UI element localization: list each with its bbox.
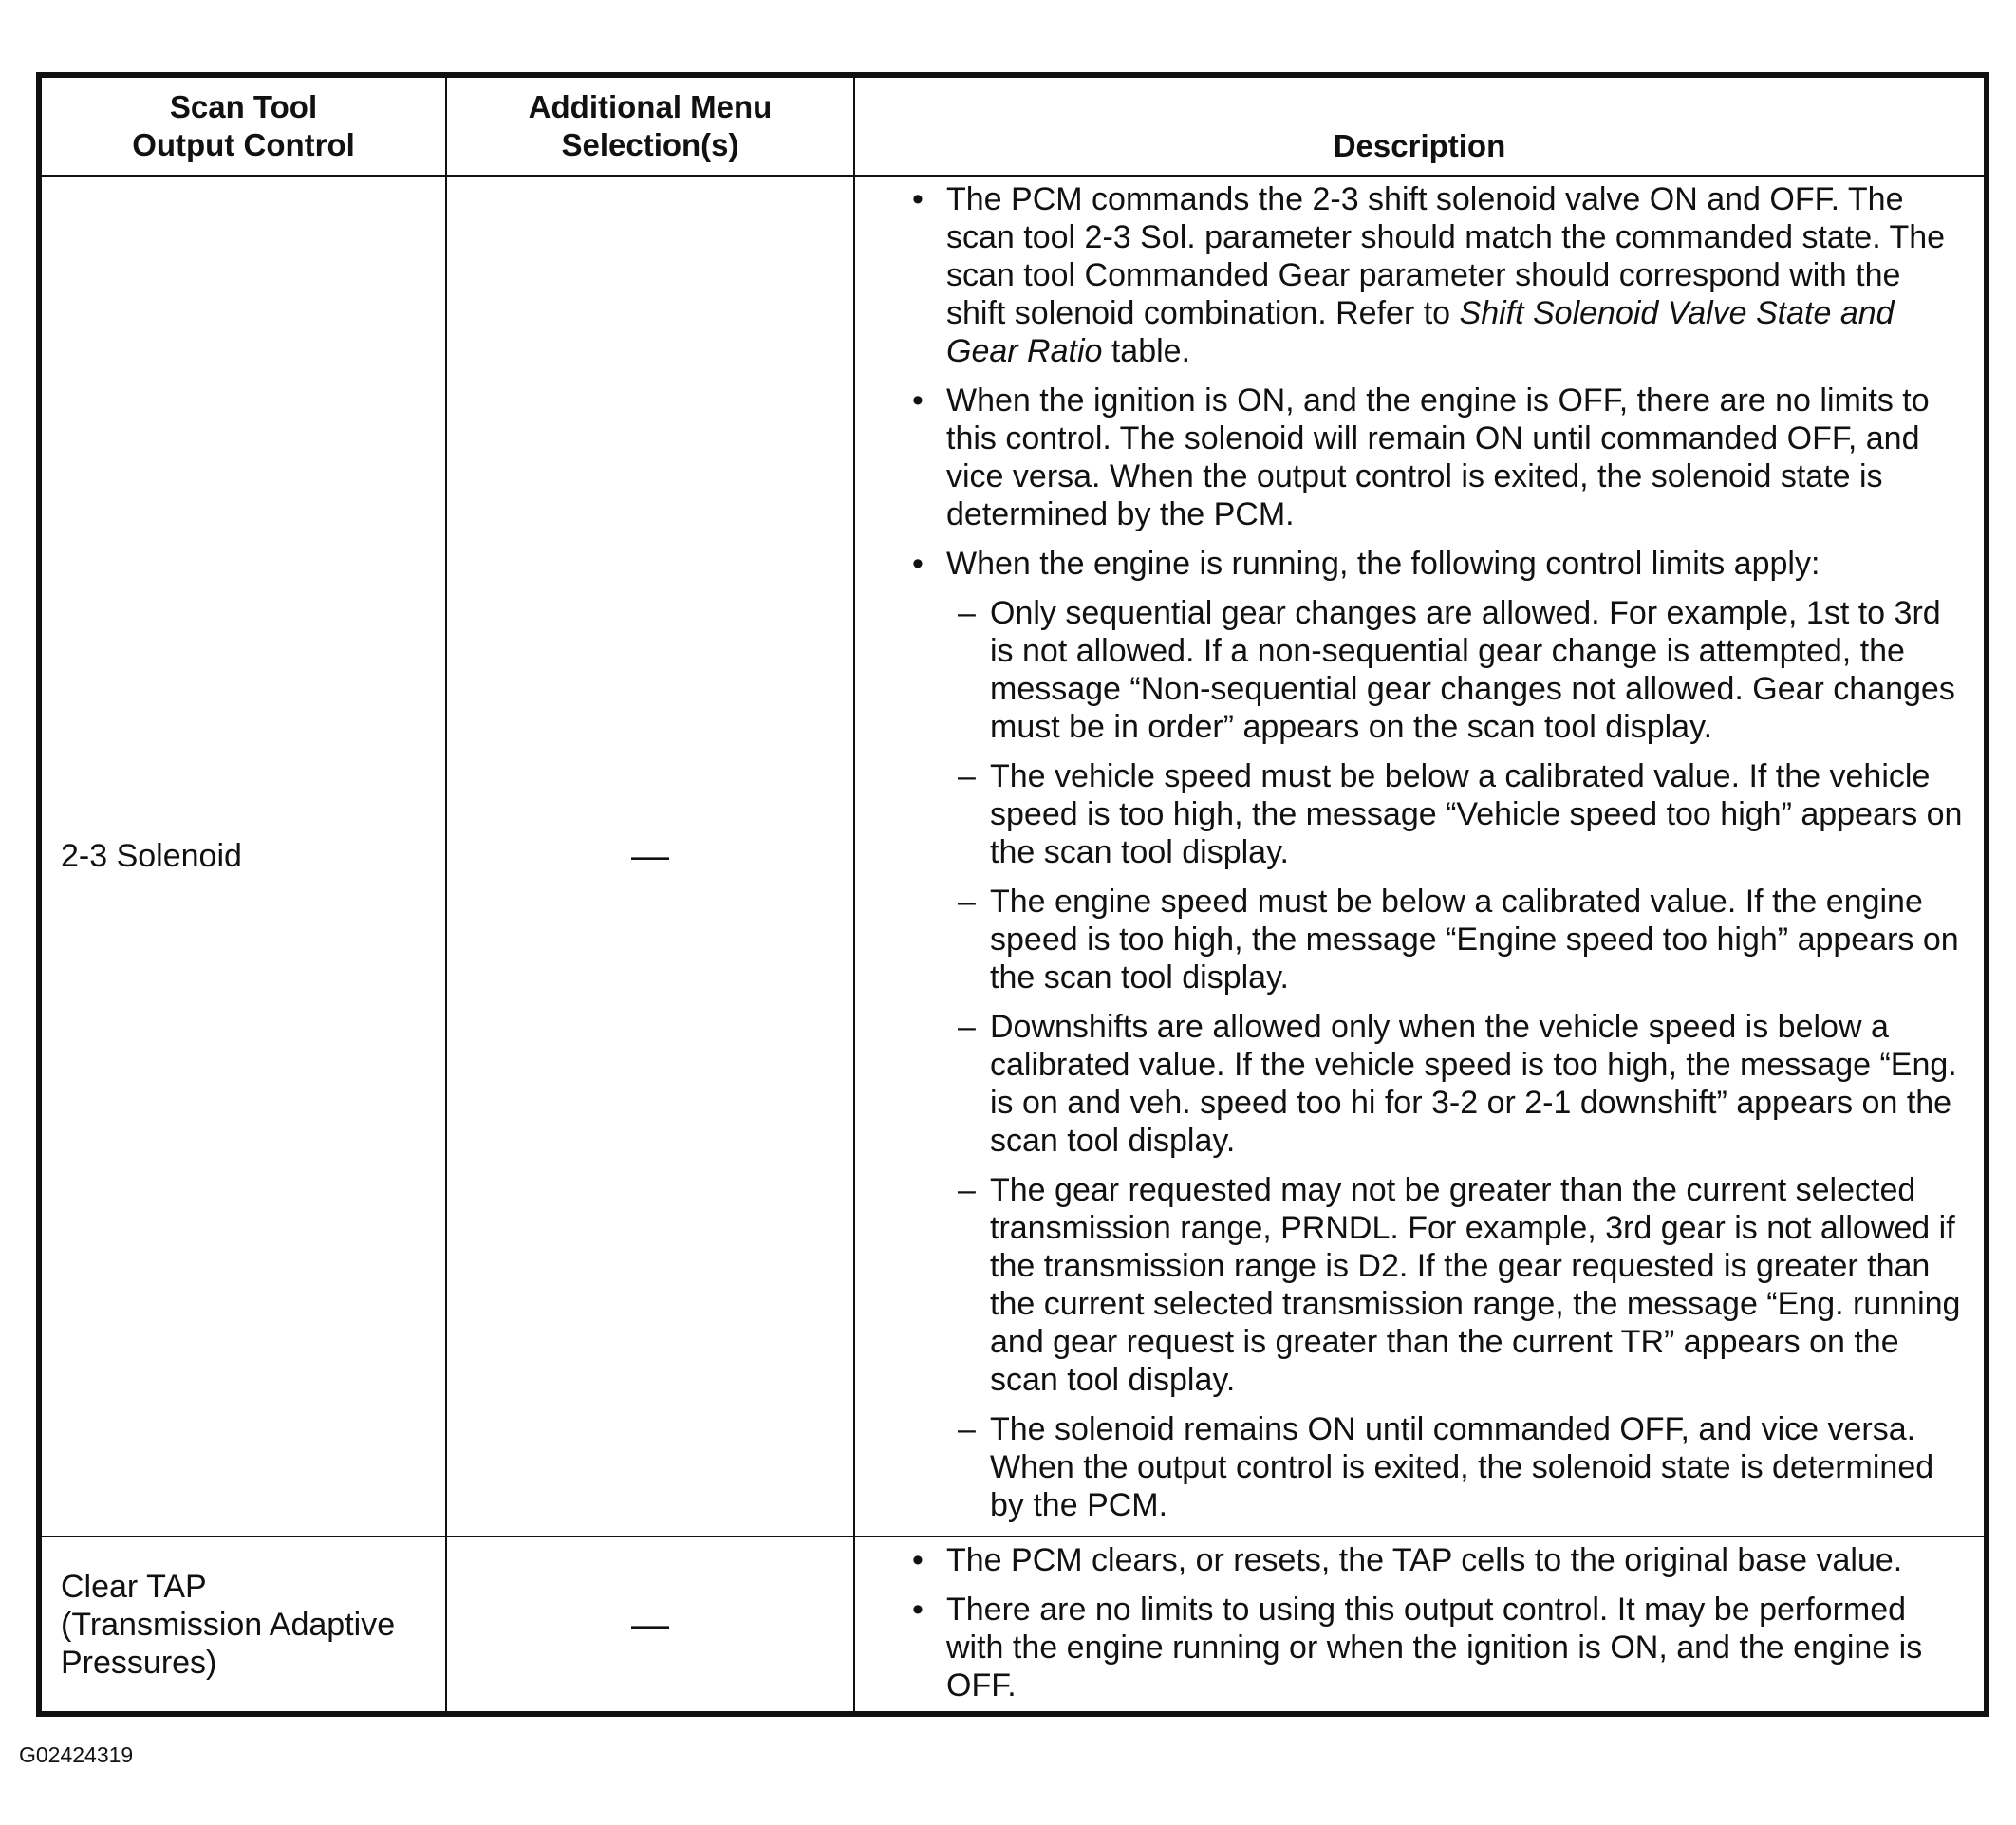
table-row: [41, 1536, 1985, 1712]
cell-description: [854, 1536, 1985, 1712]
bullet-text-tail: table.: [1102, 333, 1191, 369]
menu-selection-text: —: [631, 835, 669, 877]
header-additional-menu-selections: [446, 77, 854, 176]
description-bullet: [906, 1541, 1969, 1579]
cell-menu-selection: [446, 176, 854, 1536]
control-limit-item: – Only sequential gear changes are allowed. For example, 1st to 3rd is not allowed. If a non-sequential gear change is attempted, the message “Non-sequential gear changes not allowed. Gear changes must be in order” appears on the scan tool display.: [946, 594, 1969, 746]
header-description: [854, 77, 1985, 176]
cell-control-name: [41, 176, 446, 1536]
output-control-table: [40, 76, 1986, 1713]
description-bullet: [906, 180, 1969, 370]
figure-id: G02424319: [19, 1742, 134, 1767]
description-bullet-list: [906, 180, 1969, 1524]
bullet-text: The PCM commands the 2-3 shift solenoid valve ON and OFF. The scan tool 2-3 Sol. parameter should match the commanded state. The scan tool Commanded Gear parameter should correspond with the shift solenoid combination. Refer to: [946, 181, 1946, 331]
cell-description: [854, 176, 1985, 1536]
description-bullet-list: [906, 1541, 1969, 1704]
control-limit-item: – The gear requested may not be greater than the current selected transmission range, PRNDL. For example, 3rd gear is not allowed if the transmission range is D2. If the gear requested is greater than the current selected transmission range, the message “Eng. running and gear request is greater than the current TR” appears on the scan tool display.: [946, 1171, 1969, 1399]
table-reference-italic: Shift Solenoid Valve State and Gear Ratio: [946, 295, 1895, 369]
bullet-text: The PCM clears, or resets, the TAP cells to the original base value.: [946, 1542, 1903, 1578]
cell-control-name: [41, 1536, 446, 1712]
control-limits-list: [946, 594, 1969, 1524]
header-col3-text: Description: [1333, 128, 1506, 163]
menu-selection-text: —: [631, 1603, 669, 1646]
output-control-table-frame: [36, 72, 1989, 1717]
control-name-subline: (Transmission Adaptive Pressures): [61, 1606, 396, 1681]
control-limit-item: – The solenoid remains ON until commanded OFF, and vice versa. When the output control is exited, the solenoid state is determined by the PCM.: [946, 1410, 1969, 1524]
cell-menu-selection: [446, 1536, 854, 1712]
control-limit-item: – The vehicle speed must be below a calibrated value. If the vehicle speed is too high, the message “Vehicle speed too high” appears on the scan tool display.: [946, 757, 1969, 871]
control-name-line: Clear TAP: [61, 1568, 207, 1605]
description-bullet: [906, 1591, 1969, 1704]
header-col2-text: Additional Menu Selection(s): [528, 89, 773, 162]
control-limit-item: – Downshifts are allowed only when the vehicle speed is below a calibrated value. If the vehicle speed is too high, the message “Eng. is on and veh. speed too hi for 3-2 or 2-1 downshift” appears on the scan tool display.: [946, 1008, 1969, 1160]
table-header-row: [41, 77, 1985, 176]
bullet-text: When the ignition is ON, and the engine is OFF, there are no limits to this control. The solenoid will remain ON until commanded OFF, and vice versa. When the output control is exited, the solenoid state is determined by the PCM.: [946, 382, 1930, 532]
bullet-text: There are no limits to using this output control. It may be performed with the engine running or when the ignition is ON, and the engine is OFF.: [946, 1592, 1923, 1704]
control-limit-item: – The engine speed must be below a calibrated value. If the engine speed is too high, the message “Engine speed too high” appears on the scan tool display.: [946, 883, 1969, 996]
header-col1-text: Scan Tool Output Control: [132, 89, 355, 162]
description-bullet: [906, 545, 1969, 1524]
table-row: [41, 176, 1985, 1536]
header-scan-tool-output-control: [41, 77, 446, 176]
bullet-text: When the engine is running, the following control limits apply:: [946, 546, 1820, 582]
description-bullet: [906, 382, 1969, 533]
control-name-text: 2-3 Solenoid: [61, 838, 242, 874]
